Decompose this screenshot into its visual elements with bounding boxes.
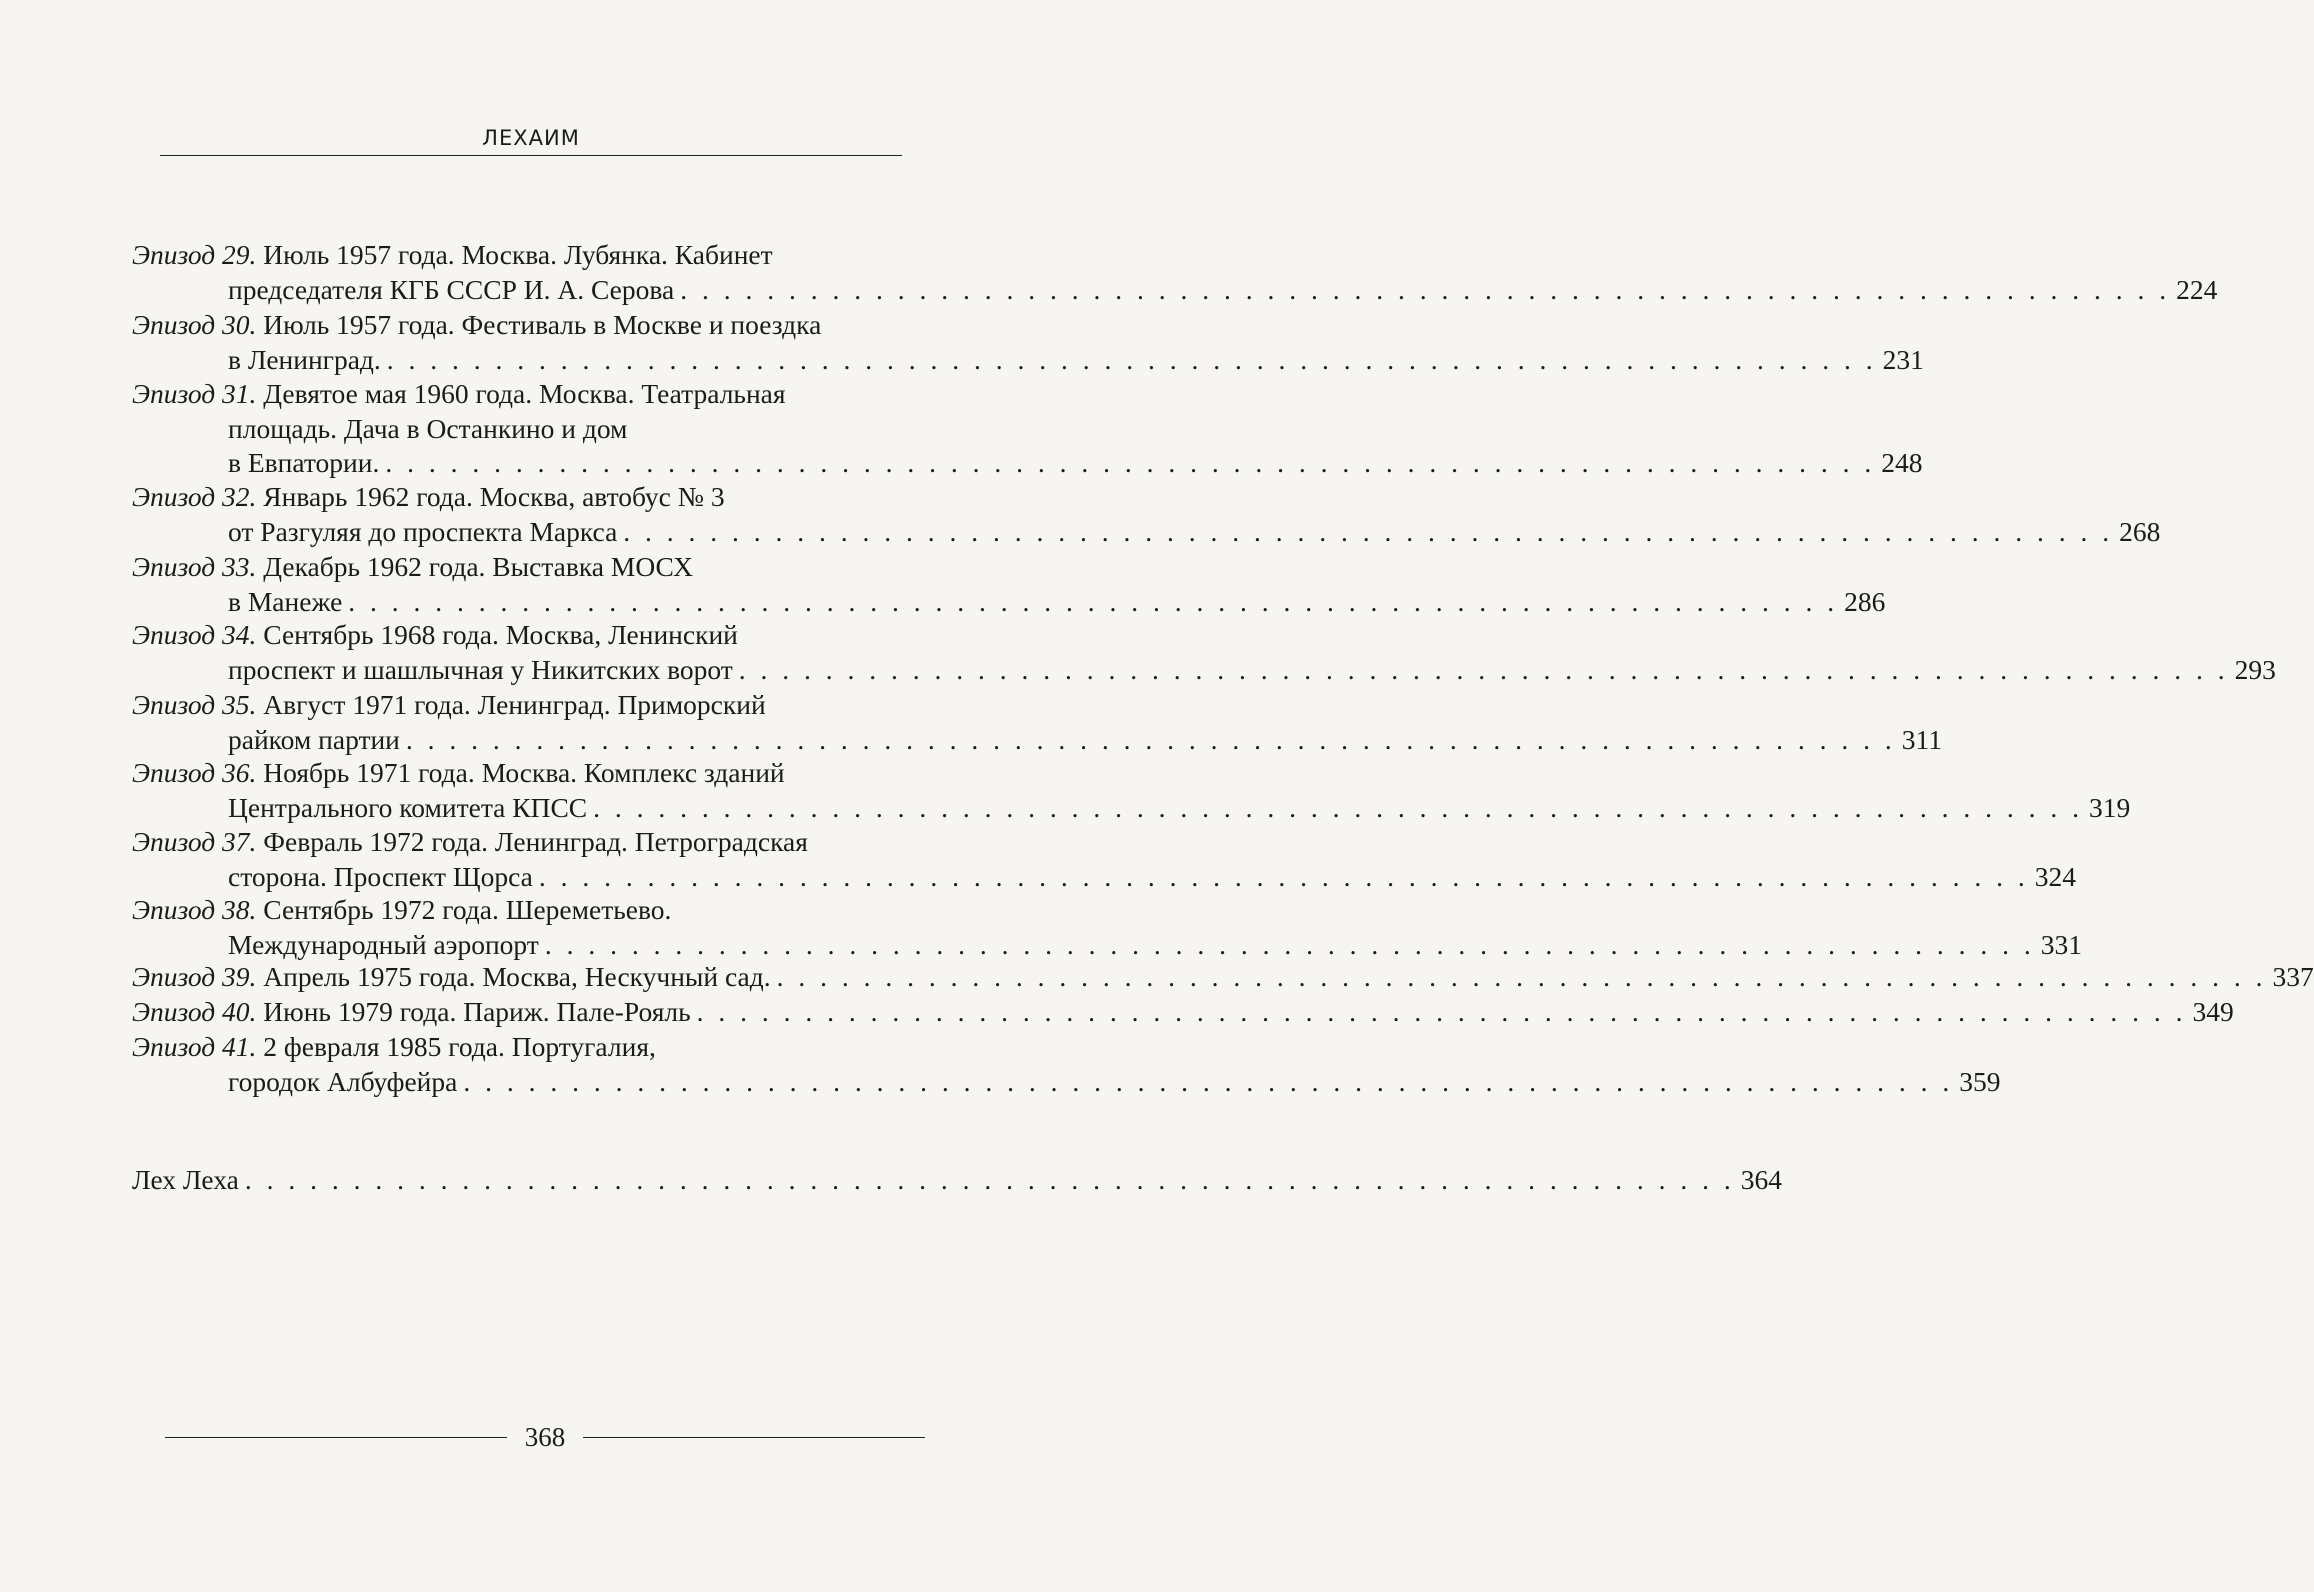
- toc-entry: [132, 960, 2314, 995]
- toc-entry-text: Международный аэропорт: [228, 928, 539, 960]
- toc-page-number: 248: [1881, 447, 1923, 478]
- episode-label: Эпизод 32.: [132, 481, 257, 512]
- toc-page-number: 268: [2119, 515, 2161, 547]
- toc-entry-text: Август 1971 года. Ленинград. Приморский: [263, 689, 766, 720]
- toc-entry-text: городок Албуфейра: [228, 1065, 458, 1097]
- toc-page-number: 286: [1844, 585, 1886, 617]
- toc-entry-text: в Евпатории.: [228, 447, 380, 478]
- toc-entry-line: [132, 928, 2082, 963]
- toc-entry: [132, 825, 2076, 894]
- toc-entry-line: [132, 618, 932, 653]
- toc-entry-text: Июнь 1979 года. Париж. Пале-Рояль: [263, 996, 691, 1027]
- toc-entry-final: [132, 1163, 1782, 1198]
- toc-entry-text: Лех Леха: [132, 1164, 239, 1195]
- toc-entry-line: [132, 480, 932, 515]
- toc-entry-line: [132, 1065, 2001, 1100]
- episode-label: Эпизод 37.: [132, 826, 257, 857]
- toc-entry: [132, 238, 2218, 307]
- toc-entry-text: Январь 1962 года. Москва, автобус № 3: [263, 481, 725, 512]
- toc-entry: [132, 688, 1943, 757]
- toc-page-number: 324: [2034, 860, 2076, 892]
- toc-entry-text: Ноябрь 1971 года. Москва. Комплекс зданий: [263, 757, 785, 788]
- toc-entry-text: от Разгуляя до проспекта Маркса: [228, 515, 618, 547]
- toc-entry-line: [132, 723, 1943, 758]
- toc-page-number: 349: [2192, 996, 2234, 1027]
- dot-leader: . . . . . . . . . . . . . . . . . . . . . . . . . . . . . . . . . . . . . . . . . . . . . . . . . . . . . . . . . . . . . . . . . . . . .: [244, 1164, 1735, 1195]
- toc-entry-text: Февраль 1972 года. Ленинград. Петроградская: [263, 826, 808, 857]
- toc-entry-text: 2 февраля 1985 года. Португалия,: [263, 1031, 656, 1062]
- toc-entry-line: [132, 791, 2131, 826]
- dot-leader: . . . . . . . . . . . . . . . . . . . . . . . . . . . . . . . . . . . . . . . . . . . . . . . . . . . . . . . . . . . . . . . . . . . . .: [385, 447, 1876, 478]
- dot-leader: . . . . . . . . . . . . . . . . . . . . . . . . . . . . . . . . . . . . . . . . . . . . . . . . . . . . . . . . . . . . . . . . . . . . .: [544, 928, 2035, 960]
- toc-entry-line: [132, 825, 932, 860]
- episode-label: Эпизод 34.: [132, 619, 257, 650]
- toc-entry-line: [132, 860, 2076, 895]
- dot-leader: . . . . . . . . . . . . . . . . . . . . . . . . . . . . . . . . . . . . . . . . . . . . . . . . . . . . . . . . . . . . . . . . . . . . .: [405, 723, 1896, 755]
- toc-entry-text: Девятое мая 1960 года. Москва. Театральная: [263, 378, 786, 409]
- dot-leader: . . . . . . . . . . . . . . . . . . . . . . . . . . . . . . . . . . . . . . . . . . . . . . . . . . . . . . . . . . . . . . . . . . . . .: [348, 585, 1839, 617]
- dot-leader: . . . . . . . . . . . . . . . . . . . . . . . . . . . . . . . . . . . . . . . . . . . . . . . . . . . . . . . . . . . . . . . . . . . . .: [696, 996, 2187, 1027]
- toc-page-number: 359: [1959, 1065, 2001, 1097]
- running-head: ЛЕХАИМ: [482, 126, 580, 150]
- toc-entry-text: Сентябрь 1968 года. Москва, Ленинский: [263, 619, 738, 650]
- dot-leader: . . . . . . . . . . . . . . . . . . . . . . . . . . . . . . . . . . . . . . . . . . . . . . . . . . . . . . . . . . . . . . . . . . . . .: [593, 791, 2084, 823]
- toc-entry-text: в Ленинград.: [228, 343, 381, 375]
- toc-entry-line: [132, 515, 2161, 550]
- episode-label: Эпизод 30.: [132, 309, 257, 340]
- toc-entry-line: [132, 1030, 932, 1065]
- toc-entry-text: Центрального комитета КПСС: [228, 791, 588, 823]
- toc-page-number: 231: [1882, 343, 1924, 375]
- toc-entry-line: [132, 377, 932, 412]
- toc-entry-line: [132, 688, 932, 723]
- toc-entry-text: в Манеже: [228, 585, 343, 617]
- episode-label: Эпизод 31.: [132, 378, 257, 409]
- episode-label: Эпизод 39.: [132, 961, 257, 992]
- toc-entry-text: Июль 1957 года. Фестиваль в Москве и поездка: [263, 309, 822, 340]
- dot-leader: . . . . . . . . . . . . . . . . . . . . . . . . . . . . . . . . . . . . . . . . . . . . . . . . . . . . . . . . . . . . . . . . . . . . .: [776, 961, 2267, 992]
- toc-entry-line: [132, 653, 2276, 688]
- toc-entry: [132, 1030, 2001, 1099]
- toc-entry: [132, 756, 2131, 825]
- toc-entry-line: [132, 995, 2234, 1030]
- toc-entry-text: сторона. Проспект Щорса: [228, 860, 533, 892]
- toc-entry-line: [132, 412, 932, 447]
- toc-entry: [132, 893, 2082, 962]
- toc-entry-line: [132, 1163, 1782, 1198]
- toc-entry-line: [132, 756, 932, 791]
- toc-page-number: 293: [2234, 653, 2276, 685]
- dot-leader: . . . . . . . . . . . . . . . . . . . . . . . . . . . . . . . . . . . . . . . . . . . . . . . . . . . . . . . . . . . . . . . . . . . . .: [738, 653, 2229, 685]
- dot-leader: . . . . . . . . . . . . . . . . . . . . . . . . . . . . . . . . . . . . . . . . . . . . . . . . . . . . . . . . . . . . . . . . . . . . .: [623, 515, 2114, 547]
- toc-entry-text: райком партии: [228, 723, 400, 755]
- episode-label: Эпизод 33.: [132, 551, 257, 582]
- toc-entry-text: Декабрь 1962 года. Выставка МОСХ: [263, 551, 694, 582]
- toc-entry-line: [132, 308, 932, 343]
- toc-page-number: 311: [1901, 723, 1943, 755]
- toc-page-number: 319: [2089, 791, 2131, 823]
- toc-entry-text: председателя КГБ СССР И. А. Серова: [228, 273, 675, 305]
- toc-entry-line: [132, 550, 932, 585]
- toc-entry-line: [132, 893, 932, 928]
- toc-entry: [132, 480, 2161, 549]
- toc-entry-text: Сентябрь 1972 года. Шереметьево.: [263, 894, 672, 925]
- toc-entry-line: [132, 585, 1886, 620]
- toc-entry: [132, 308, 1924, 377]
- toc-entry-text: Июль 1957 года. Москва. Лубянка. Кабинет: [263, 239, 773, 270]
- toc-entry: [132, 377, 1923, 481]
- toc-entry: [132, 550, 1886, 619]
- dot-leader: . . . . . . . . . . . . . . . . . . . . . . . . . . . . . . . . . . . . . . . . . . . . . . . . . . . . . . . . . . . . . . . . . . . . .: [386, 343, 1877, 375]
- episode-label: Эпизод 36.: [132, 757, 257, 788]
- toc-entry-text: проспект и шашлычная у Никитских ворот: [228, 653, 733, 685]
- header-rule: [160, 155, 902, 156]
- toc-entry-text: площадь. Дача в Останкино и дом: [228, 412, 628, 444]
- toc-entry-line: [132, 343, 1924, 378]
- footer-rule-left: [165, 1437, 507, 1438]
- page-number: 368: [524, 1422, 566, 1452]
- dot-leader: . . . . . . . . . . . . . . . . . . . . . . . . . . . . . . . . . . . . . . . . . . . . . . . . . . . . . . . . . . . . . . . . . . . . .: [680, 273, 2171, 305]
- dot-leader: . . . . . . . . . . . . . . . . . . . . . . . . . . . . . . . . . . . . . . . . . . . . . . . . . . . . . . . . . . . . . . . . . . . . .: [538, 860, 2029, 892]
- footer-rule-right: [583, 1437, 925, 1438]
- toc-entry: [132, 618, 2276, 687]
- toc-entry-line: [132, 446, 1923, 481]
- episode-label: Эпизод 40.: [132, 996, 257, 1027]
- dot-leader: . . . . . . . . . . . . . . . . . . . . . . . . . . . . . . . . . . . . . . . . . . . . . . . . . . . . . . . . . . . . . . . . . . . . .: [463, 1065, 1954, 1097]
- toc-page-number: 337: [2272, 961, 2314, 992]
- toc-entry: [132, 995, 2234, 1030]
- toc-entry-line: [132, 960, 2314, 995]
- toc-entry-line: [132, 238, 932, 273]
- toc-entry-text: Апрель 1975 года. Москва, Нескучный сад.: [263, 961, 771, 992]
- toc-page-number: 364: [1740, 1164, 1782, 1195]
- episode-label: Эпизод 29.: [132, 239, 257, 270]
- toc-page-number: 224: [2176, 273, 2218, 305]
- episode-label: Эпизод 41.: [132, 1031, 257, 1062]
- toc-page-number: 331: [2040, 928, 2082, 960]
- footer: [165, 1422, 925, 1453]
- episode-label: Эпизод 38.: [132, 894, 257, 925]
- episode-label: Эпизод 35.: [132, 689, 257, 720]
- toc-entry-line: [132, 273, 2218, 308]
